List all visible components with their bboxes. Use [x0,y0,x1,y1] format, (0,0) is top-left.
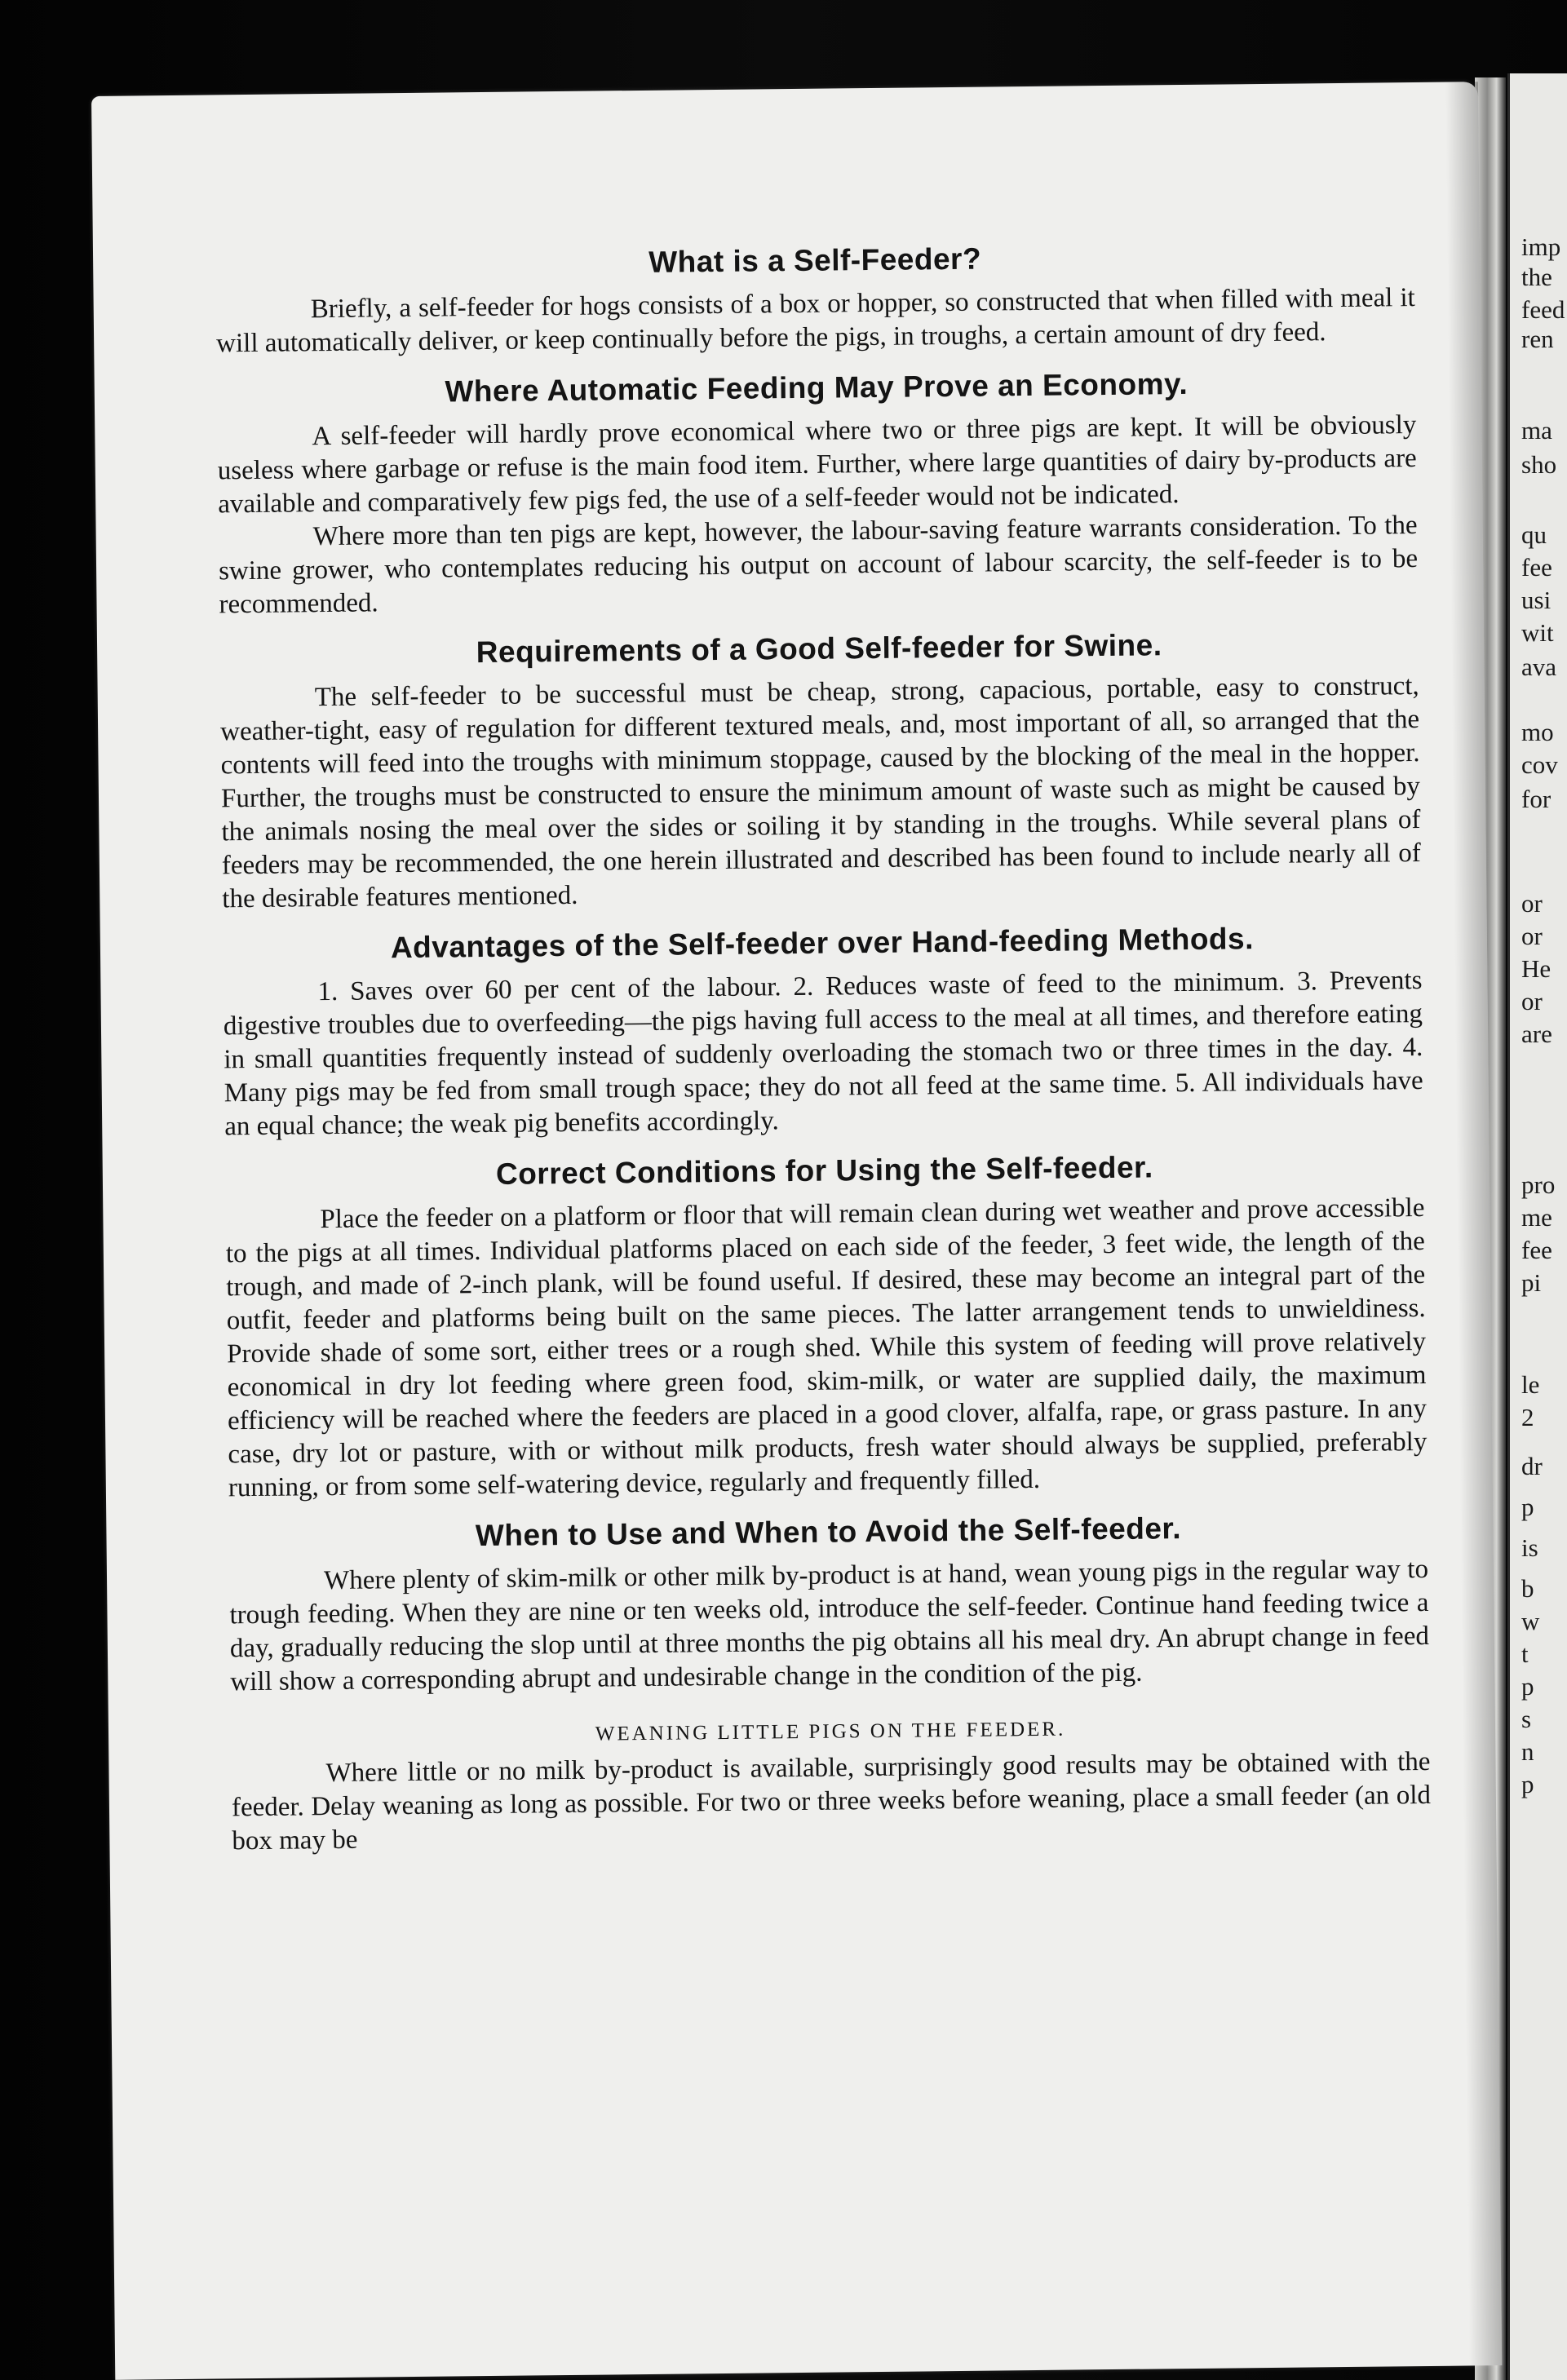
facing-page-fragment: fee [1521,1236,1552,1264]
paragraph: 1. Saves over 60 per cent of the labour. 2. Reduces waste of feed to the minimum. 3. Prevents digestive troubles due to overfeeding—the pigs having full access to the meal at all times, and therefore eating in small quantities frequently instead of suddenly overloading the stomach two or three times in the day. 4. Many pigs may be fed from small trough space; they do not all feed at the same time. 5. All individuals have an equal chance; the weak pig benefits accordingly. [223,965,1423,1142]
subheading: WEANING LITTLE PIGS ON THE FEEDER. [595,1718,1066,1745]
facing-page-fragment: mo [1521,718,1554,746]
section-heading: Requirements of a Good Self-feeder for Swine. [476,628,1162,670]
facing-page [1507,73,1567,2380]
facing-page-fragment: sho [1521,450,1557,479]
facing-page-fragment: are [1521,1020,1552,1048]
facing-page-fragment: le [1521,1370,1540,1399]
facing-page-fragment: He [1521,954,1552,983]
facing-page-fragment: dr [1521,1452,1543,1480]
section-heading: Correct Conditions for Using the Self-feeder. [495,1150,1153,1191]
facing-page-fragment: imp [1521,232,1561,261]
section-heading: When to Use and When to Avoid the Self-feeder. [475,1511,1182,1553]
facing-page-fragment: ava [1521,653,1557,681]
paragraph: A self-feeder will hardly prove economical where two or three pigs are kept. It will be obviously useless where garbage or refuse is the main food item. Further, where large quantities of dairy by-products are available and comparatively few pigs fed, the use of a self-feeder would not be indicated. [217,410,1417,520]
facing-page-fragment: fee [1521,553,1552,582]
facing-page-fragment: ma [1521,416,1552,445]
facing-page-fragment: p [1521,1770,1534,1798]
paragraph: Where little or no milk by-product is available, surprisingly good results may be obtained with the feeder. Delay weaning as long as possible. For two or three weeks before weaning, place a small feeder (an old box may be [231,1746,1432,1856]
section-heading: Where Automatic Feeding May Prove an Economy. [445,366,1189,409]
facing-page-fragment: w [1521,1607,1540,1635]
paragraph: Where more than ten pigs are kept, however, the labour-saving feature warrants consideration. To the swine grower, who contemplates reducing his output on account of labour scarcity, the self-feeder is to be recommended. [218,511,1419,620]
facing-page-fragment: is [1521,1533,1538,1562]
facing-page-fragment: or [1521,889,1543,918]
facing-page-fragment: s [1521,1705,1532,1733]
facing-page-fragment: me [1521,1203,1552,1232]
paragraph: Place the feeder on a platform or floor that will remain clean during wet weather and prove accessible to the pigs at all times. Individual platforms placed on each side of the feeder, 3 feet wide, the length of the trough, and made of 2-inch plank, will be found useful. If desired, these may become an integral part of the outfit, feeder and platforms being built on the same pieces. The latter arrangement tends to unwieldiness. Provide shade of some sort, either trees or a rough shed. While this system of feeding will prove relatively economical in dry lot feeding where green food, skim-milk, or water are supplied daily, the maximum efficiency will be reached where the feeders are placed in a good clover, alfalfa, rape, or grass pasture. In any case, dry lot or pasture, with or without milk products, fresh water should always be supplied, preferably running, or from some self-watering device, regularly and frequently filled. [225,1192,1428,1503]
facing-page-fragment: 2 [1521,1403,1534,1431]
section-when-to-use [228,1509,1431,1858]
section-advantages [223,920,1424,1144]
facing-page-fragment: cov [1521,750,1558,779]
paragraph: The self-feeder to be successful must be cheap, strong, capacious, portable, easy to construct, weather-tight, easy of regulation for different textured meals, and, most important of all, so arranged that the contents will feed into the troughs with minimum stoppage, caused by the blocking of the meal in the hopper. Further, the troughs must be constructed to ensure the minimum amount of waste such as might be caused by the animals nosing the meal over the sides or soiling it by standing in the troughs. While several plans of feeders may be recommended, the one herein illustrated and described has been found to include nearly all of the desirable features mentioned. [219,670,1421,914]
section-automatic-feeding-economy [217,365,1419,622]
facing-page-fragment: the [1521,263,1552,291]
facing-page-fragment: feed [1521,295,1565,324]
section-heading: Advantages of the Self-feeder over Hand-feeding Methods. [390,922,1255,965]
facing-page-fragment: pi [1521,1268,1542,1297]
facing-page-fragment: usi [1521,586,1552,614]
paragraph: Where plenty of skim-milk or other milk by-product is at hand, wean young pigs in the regular way to trough feeding. When they are nine or ten weeks old, introduce the self-feeder. Continue hand feeding twice a day, gradually reducing the slop until at three months the pig obtains all his meal dry. An abrupt change in feed will show a corresponding abrupt and undesirable change in the condition of the pig. [229,1554,1430,1697]
section-correct-conditions [225,1148,1428,1505]
paragraph: Briefly, a self-feeder for hogs consists of a box or hopper, so constructed that when filled with meal it will automatically deliver, or keep continually before the pigs, in troughs, a certain amount of dry feed. [215,283,1415,359]
facing-page-fragment: wit [1521,618,1554,647]
facing-page-fragment: p [1521,1493,1534,1521]
facing-page-fragment: or [1521,987,1543,1015]
document-page [91,82,1502,2380]
facing-page-fragment: n [1521,1737,1534,1766]
section-requirements [219,626,1421,916]
facing-page-fragment: for [1521,785,1552,813]
facing-page-fragment: t [1521,1639,1529,1668]
facing-page-fragment: b [1521,1574,1534,1603]
section-heading: What is a Self-Feeder? [648,241,982,279]
section-what-is-self-feeder [215,237,1415,361]
page-content [215,221,1432,1858]
facing-page-fragment: qu [1521,520,1547,549]
facing-page-fragment: or [1521,922,1543,950]
facing-page-fragment: pro [1521,1170,1556,1199]
facing-page-fragment: p [1521,1672,1534,1701]
facing-page-fragment: ren [1521,325,1554,353]
